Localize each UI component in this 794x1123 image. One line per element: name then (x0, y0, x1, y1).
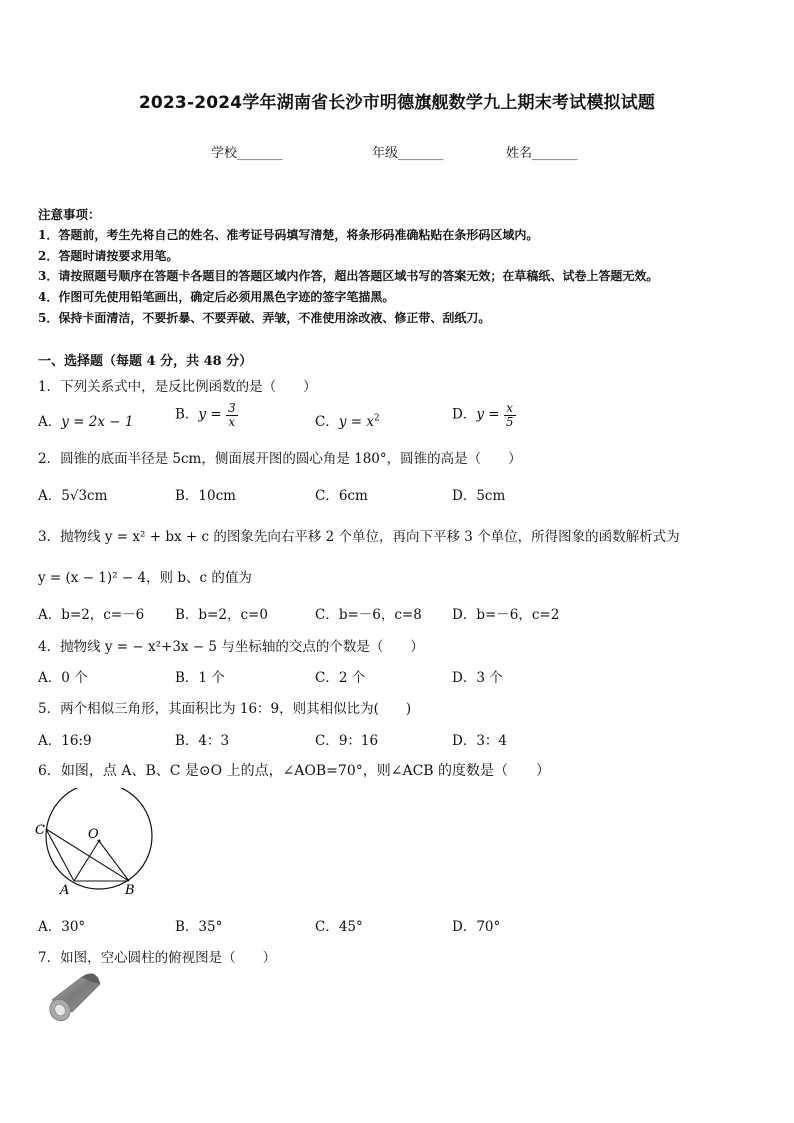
question-3-stem-line2: y = (x − 1)² − 4，则 b、c 的值为 (38, 570, 252, 586)
note-item: 1．答题前，考生先将自己的姓名、准考证号码填写清楚，将条形码准确粘贴在条形码区域内。 (38, 228, 539, 242)
note-item: 3．请按照题号顺序在答题卡各题目的答题区域内作答，超出答题区域书写的答案无效；在草稿纸、试卷上答题无效。 (38, 269, 659, 283)
q6-option-a: A．30° (38, 919, 86, 935)
label-o: O (88, 827, 99, 842)
q1-option-c: C．$y = x^2$ (315, 413, 380, 430)
question-2-stem: 2．圆锥的底面半径是 5cm，侧面展开图的圆心角是 180°，圆锥的高是（ ） (38, 451, 522, 467)
hollow-cylinder-figure (44, 970, 108, 1028)
chord-ca (46, 829, 74, 881)
label-c: C (35, 823, 45, 838)
q4-option-c: C．2 个 (315, 670, 366, 686)
q6-option-b: B．35° (175, 919, 223, 935)
note-item: 4．作图可先使用铅笔画出，确定后必须用黑色字迹的签字笔描黑。 (38, 290, 395, 304)
note-item: 5．保持卡面清洁，不要折暴、不要弄破、弄皱，不准使用涂改液、修正带、刮纸刀。 (38, 311, 491, 325)
grade-field: 年级_______ (372, 146, 444, 161)
q4-option-b: B．1 个 (175, 670, 225, 686)
q6-option-c: C．45° (315, 919, 363, 935)
q5-option-b: B．4：3 (175, 733, 230, 749)
question-7-stem: 7．如图，空心圆柱的俯视图是（ ） (38, 950, 277, 966)
q5-option-c: C．9：16 (315, 733, 379, 749)
q3-option-b: B．b=2，c=0 (175, 607, 268, 623)
question-4-stem: 4．抛物线 y = − x²+3x − 5 与坐标轴的交点的个数是（ ） (38, 639, 424, 655)
circle-figure (32, 788, 162, 900)
q2-option-a: A．5√3cm (38, 488, 108, 504)
note-item: 2．答题时请按要求用笔。 (38, 249, 179, 263)
q2-option-c: C．6cm (315, 488, 368, 504)
q1-option-b: B．y = $\frac{3}{x}$ (175, 401, 236, 429)
name-field: 姓名_______ (506, 146, 578, 161)
notes-heading: 注意事项： (38, 207, 101, 222)
q3-option-c: C．b=－6，c=8 (315, 607, 422, 623)
q4-option-d: D．3 个 (452, 670, 503, 686)
q1-option-d: D．y = $\frac{x}{5}$ (452, 401, 514, 429)
section-heading: 一、选择题（每题 4 分，共 48 分） (38, 354, 253, 369)
label-b: B (125, 883, 135, 898)
radius-oa (74, 841, 99, 881)
q1-option-a: A．y = 2x − 1 (38, 414, 134, 430)
page-title: 2023-2024学年湖南省长沙市明德旗舰数学九上期末考试模拟试题 (138, 93, 656, 113)
q2-option-d: D．5cm (452, 488, 506, 504)
q5-option-a: A．16:9 (38, 733, 92, 749)
q3-option-d: D．b=－6，c=2 (452, 607, 560, 623)
label-a: A (60, 883, 70, 898)
school-field: 学校_______ (211, 146, 283, 161)
q5-option-d: D．3：4 (452, 733, 508, 749)
q6-option-d: D．70° (452, 919, 501, 935)
q4-option-a: A．0 个 (38, 670, 88, 686)
radius-ob (99, 841, 129, 881)
q2-option-b: B．10cm (175, 488, 236, 504)
question-3-stem: 3．抛物线 y = x² + bx + c 的图象先向右平移 2 个单位，再向下平移 3 个单位，所得图象的函数解析式为 (38, 529, 680, 545)
question-6-stem: 6．如图，点 A、B、C 是⊙O 上的点，∠AOB=70°，则∠ACB 的度数是（ ） (38, 763, 551, 779)
question-5-stem: 5．两个相似三角形，其面积比为 16：9，则其相似比为( ) (38, 701, 412, 717)
question-1-stem: 1．下列关系式中，是反比例函数的是（ ） (38, 379, 317, 395)
q3-option-a: A．b=2，c=－6 (38, 607, 145, 623)
